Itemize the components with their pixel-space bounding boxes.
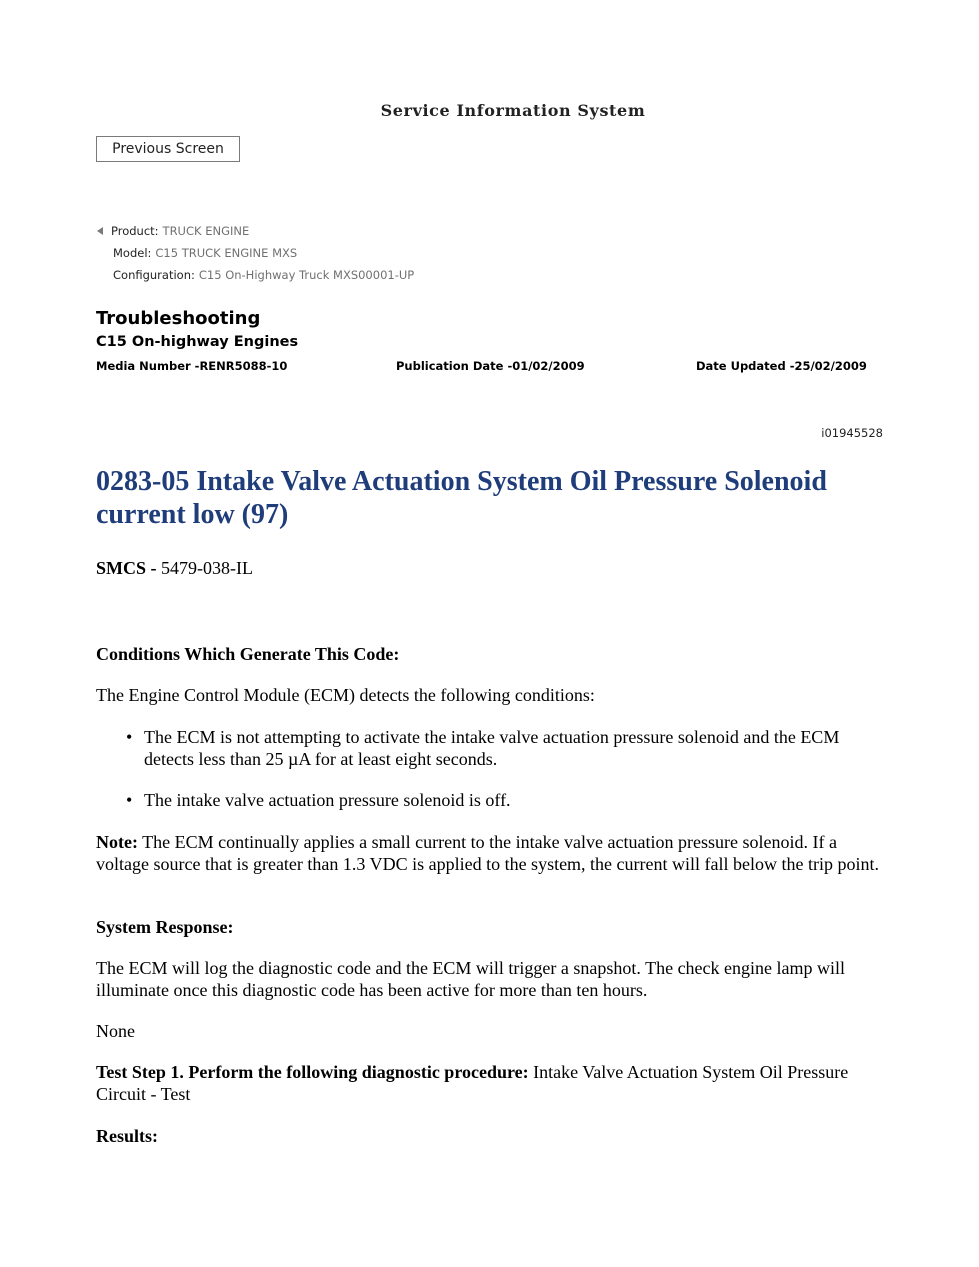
previous-screen-button[interactable]: Previous Screen	[96, 136, 240, 162]
conditions-intro: The Engine Control Module (ECM) detects the following conditions:	[96, 685, 595, 705]
document-id: i01945528	[821, 426, 883, 440]
results-heading: Results:	[96, 1126, 158, 1146]
list-item-text: The intake valve actuation pressure solenoid is off.	[144, 790, 511, 810]
meta-configuration	[113, 268, 414, 282]
configuration-value: C15 On-Highway Truck MXS00001-UP	[198, 268, 415, 282]
test-step-text: Intake Valve Actuation System Oil Pressure Circuit - Test	[96, 1062, 849, 1104]
smcs-label: SMCS -	[96, 558, 157, 578]
list-item	[126, 726, 876, 770]
bullet-icon: •	[126, 790, 133, 810]
media-number: Media Number -RENR5088-10	[96, 359, 288, 373]
document-type: Troubleshooting	[96, 308, 261, 329]
meta-product	[97, 224, 249, 238]
note-label: Note:	[96, 832, 138, 852]
date-updated: Date Updated -25/02/2009	[696, 359, 867, 373]
meta-model	[113, 246, 297, 260]
model-label: Model:	[113, 246, 152, 260]
page-title: 0283-05 Intake Valve Actuation System Oil Pressure Solenoid current low (97)	[96, 466, 827, 530]
system-response-heading: System Response:	[96, 917, 234, 937]
test-step-paragraph	[96, 1061, 886, 1105]
note-text: The ECM continually applies a small current to the intake valve actuation pressure solenoid. If a voltage source that is greater than 1.3 VDC is applied to the system, the current will fall below the trip point.	[96, 832, 879, 874]
list-item	[126, 789, 876, 811]
configuration-label: Configuration:	[113, 268, 195, 282]
test-step-label: Test Step 1. Perform the following diagnostic procedure:	[96, 1062, 529, 1082]
system-response-text: The ECM will log the diagnostic code and the ECM will trigger a snapshot. The check engine lamp will illuminate once this diagnostic code has been active for more than ten hours.	[96, 958, 846, 1000]
none-text: None	[96, 1021, 135, 1041]
note-paragraph	[96, 831, 886, 875]
system-title: Service Information System	[380, 101, 646, 120]
smcs-line	[96, 557, 886, 579]
collapse-arrow-icon[interactable]	[97, 227, 103, 235]
smcs-value: 5479-038-IL	[161, 558, 253, 578]
model-value: C15 TRUCK ENGINE MXS	[155, 246, 298, 260]
document-subtitle: C15 On-highway Engines	[96, 334, 299, 350]
publication-date: Publication Date -01/02/2009	[396, 359, 585, 373]
bullet-icon: •	[126, 727, 133, 747]
product-label: Product:	[111, 224, 159, 238]
product-value: TRUCK ENGINE	[162, 224, 250, 238]
list-item-text: The ECM is not attempting to activate the intake valve actuation pressure solenoid and the ECM detects less than 25 µA for at least eight seconds.	[144, 727, 840, 769]
conditions-heading: Conditions Which Generate This Code:	[96, 644, 400, 664]
